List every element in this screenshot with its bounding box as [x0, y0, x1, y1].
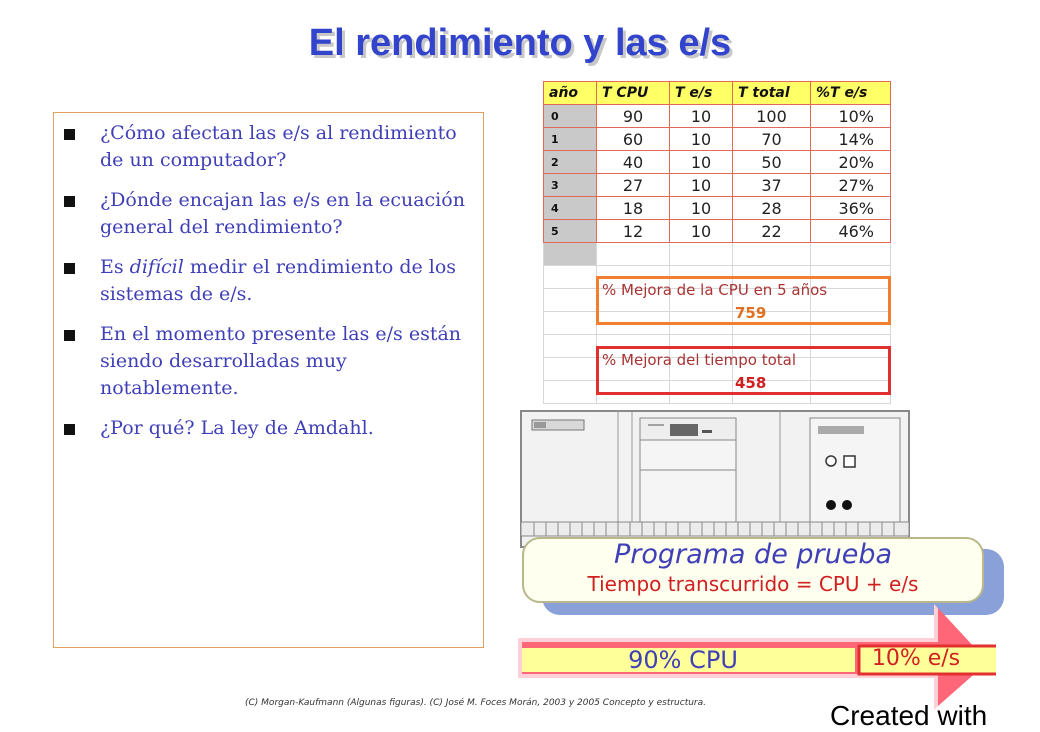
cpu-time-label: 90% CPU	[628, 646, 738, 674]
bullet-emphasis: difícil	[129, 256, 184, 278]
cell-year: 0	[544, 105, 597, 128]
cell-pct-io: 10%	[811, 105, 891, 128]
cell-t-io: 10	[670, 105, 733, 128]
bullet-item	[64, 415, 484, 442]
cell-t-io: 10	[670, 151, 733, 174]
bullet-square-icon	[64, 129, 75, 140]
cell-t-cpu: 27	[597, 174, 670, 197]
empty-cell	[811, 243, 891, 266]
header-t-cpu: T CPU	[597, 82, 670, 105]
bullet-square-icon	[64, 263, 75, 274]
bullet-square-icon	[64, 196, 75, 207]
cell-t-io: 10	[670, 128, 733, 151]
empty-cell	[733, 243, 811, 266]
cell-t-total: 28	[733, 197, 811, 220]
cell-t-io: 10	[670, 220, 733, 243]
empty-row	[544, 243, 891, 266]
table-row	[544, 220, 891, 243]
cell-year: 3	[544, 174, 597, 197]
total-improvement-box	[596, 346, 891, 395]
cell-t-cpu: 12	[597, 220, 670, 243]
bullet-item	[64, 120, 484, 174]
cell-t-cpu: 60	[597, 128, 670, 151]
bullet-item	[64, 254, 484, 308]
cell-pct-io: 27%	[811, 174, 891, 197]
cell-t-total: 37	[733, 174, 811, 197]
bullet-item	[64, 321, 484, 402]
empty-cell	[544, 312, 597, 335]
table-row	[544, 151, 891, 174]
bullet-text: ¿Dónde encajan las e/s en la ecuación general del rendimiento?	[100, 189, 465, 238]
header-year: año	[544, 82, 597, 105]
header-pct-io: %T e/s	[811, 82, 891, 105]
empty-cell	[597, 243, 670, 266]
empty-cell	[544, 335, 597, 358]
cell-t-total: 70	[733, 128, 811, 151]
cell-t-cpu: 18	[597, 197, 670, 220]
computer-illustration	[520, 410, 912, 550]
cell-pct-io: 46%	[811, 220, 891, 243]
bullet-text: Es	[100, 256, 130, 278]
bullet-text: En el momento presente las e/s están siendo desarrolladas muy notablemente.	[100, 323, 462, 399]
benchmark-callout	[522, 537, 984, 603]
header-t-io: T e/s	[670, 82, 733, 105]
slide-title: El rendimiento y las e/s	[308, 22, 732, 64]
cpu-improvement-value: 759	[735, 304, 767, 322]
empty-cell	[544, 243, 597, 266]
cell-t-total: 22	[733, 220, 811, 243]
table-row	[544, 105, 891, 128]
cell-year: 4	[544, 197, 597, 220]
empty-cell	[670, 243, 733, 266]
total-improvement-value: 458	[735, 374, 767, 392]
bullet-item	[64, 187, 484, 241]
empty-cell	[544, 381, 597, 404]
bullet-text: ¿Cómo afectan las e/s al rendimiento de un computador?	[100, 122, 457, 171]
table-row	[544, 174, 891, 197]
io-time-label: 10% e/s	[871, 646, 961, 671]
cell-year: 2	[544, 151, 597, 174]
bullet-list	[64, 120, 484, 455]
bullet-text: ¿Por qué? La ley de Amdahl.	[100, 417, 374, 439]
copyright-footer: (C) Morgan-Kaufmann (Algunas figuras). (C) José M. Foces Morán, 2003 y 2005 Concepto y estructura.	[245, 698, 707, 708]
empty-cell	[544, 358, 597, 381]
cell-t-io: 10	[670, 197, 733, 220]
cell-t-cpu: 90	[597, 105, 670, 128]
cpu-improvement-box	[596, 276, 891, 325]
cell-pct-io: 20%	[811, 151, 891, 174]
cell-t-total: 100	[733, 105, 811, 128]
benchmark-formula: Tiempo transcurrido = CPU + e/s	[587, 572, 919, 596]
cell-t-cpu: 40	[597, 151, 670, 174]
cell-pct-io: 14%	[811, 128, 891, 151]
total-improvement-label: % Mejora del tiempo total	[602, 351, 797, 369]
bullet-square-icon	[64, 330, 75, 341]
table-row	[544, 197, 891, 220]
cell-t-io: 10	[670, 174, 733, 197]
cell-pct-io: 36%	[811, 197, 891, 220]
table-header-row	[544, 82, 891, 105]
header-t-total: T total	[733, 82, 811, 105]
benchmark-title: Programa de prueba	[613, 539, 893, 570]
created-with-watermark: Created with	[830, 700, 988, 731]
empty-cell	[544, 266, 597, 289]
cpu-improvement-label: % Mejora de la CPU en 5 años	[602, 281, 828, 299]
empty-cell	[544, 289, 597, 312]
bullet-text: medir el rendimiento de los sistemas de e/s.	[100, 256, 457, 305]
bullet-square-icon	[64, 424, 75, 435]
table-row	[544, 128, 891, 151]
cell-year: 5	[544, 220, 597, 243]
cell-year: 1	[544, 128, 597, 151]
cell-t-total: 50	[733, 151, 811, 174]
